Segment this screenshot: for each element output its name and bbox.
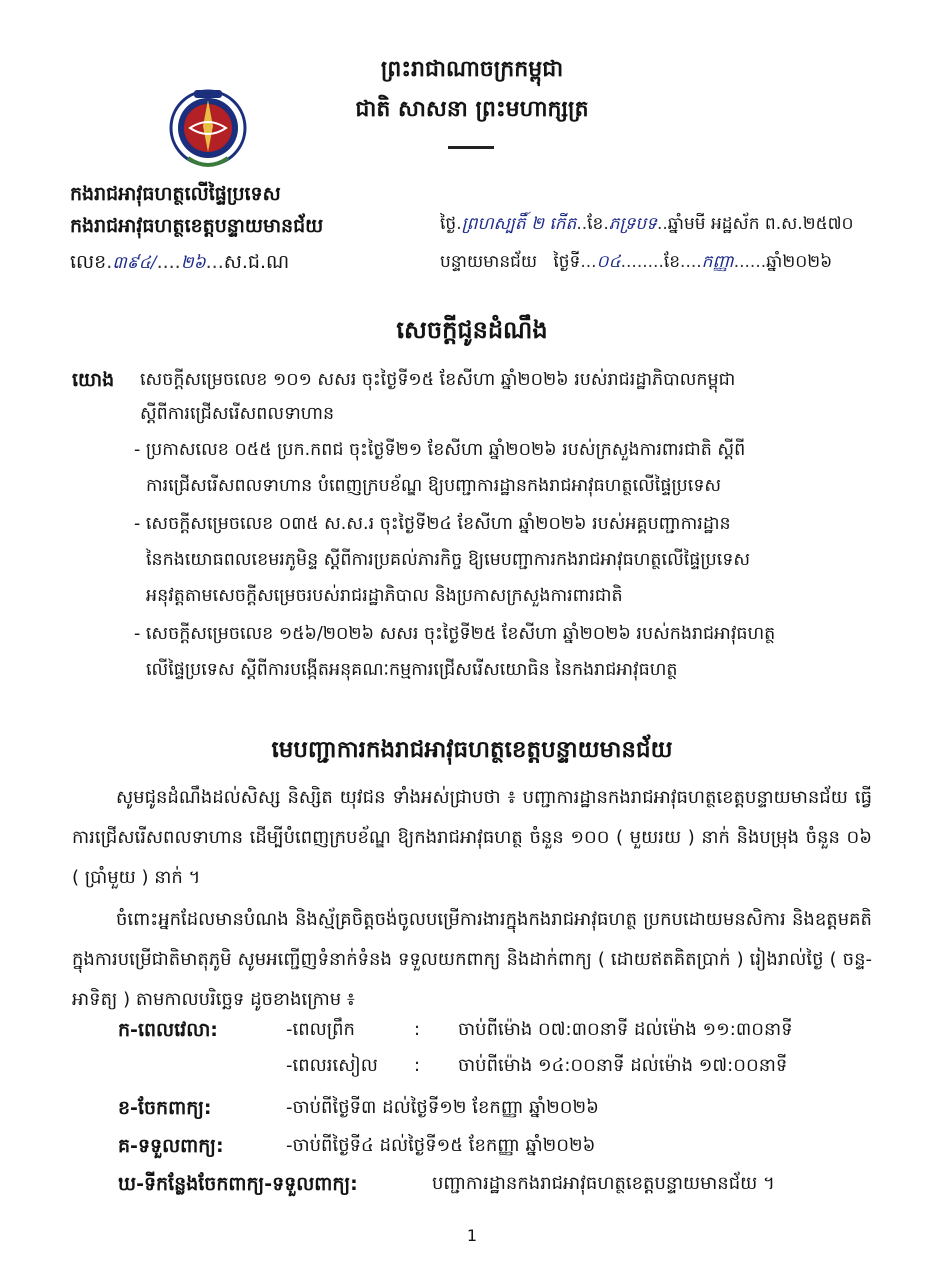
reference-item-3-line-2: នៃកងយោធពលខេមរភូមិន្ទ ស្តីពីការប្រគល់ភារកិច្ច ឱ្យមេបញ្ជាការកងរាជអាវុធហត្ថលើផ្ទៃប្រទេស bbox=[146, 550, 751, 570]
schedule-location-value: បញ្ជាការដ្ឋានកងរាជអាវុធហត្ថខេត្តបន្ទាយមានជ័យ ។ bbox=[432, 1173, 775, 1194]
reference-item-3-line-3: អនុវត្តតាមសេចក្តីសម្រេចរបស់រាជរដ្ឋាភិបាល និងប្រកាសក្រសួងការពារជាតិ bbox=[146, 586, 623, 606]
solar-day-label: ថ្ងៃទី bbox=[553, 252, 581, 272]
lunar-date-line: ថ្ងៃ.ព្រហស្បតិ៍ ២ កើត..ខែ.ភទ្របទ..ឆ្នាំមមី អដ្ឋស័ក ព.ស.២៥៧០ bbox=[440, 214, 854, 234]
header-divider bbox=[448, 146, 494, 149]
lunar-day-handwritten: ព្រហស្បតិ៍ ២ កើត bbox=[461, 214, 577, 234]
schedule-distribution-value: -ចាប់ពីថ្ងៃទី៣ ដល់ថ្ងៃទី១២ ខែកញ្ញា ឆ្នាំ២០២៦ bbox=[286, 1097, 599, 1118]
paragraph-invitation: ចំពោះអ្នកដែលមានបំណង និងស្ម័គ្រចិត្តចង់ចូលបម្រើការងារក្នុងកងរាជអាវុធហត្ថ ប្រកបដោយមនសិការ និងឧត្តមគតិ ក្នុងការបម្រើជាតិមាតុភូមិ សូមអញ្ជើញទំនាក់ទំនង ទទួលយកពាក្យ និងដាក់ពាក្យ ( ដោយឥតគិតប្រាក់ ) រៀងរាល់ថ្ងៃ ( ចន្ទ-អាទិត្យ ) តាមកាលបរិច្ឆេទ ដូចខាងក្រោម ៖ bbox=[72, 909, 872, 1010]
schedule-morning-time: ចាប់ពីម៉ោង ០៧:៣០នាទី ដល់ម៉ោង ១១:៣០នាទី bbox=[458, 1019, 793, 1040]
solar-month-handwritten: កញ្ញា bbox=[701, 252, 734, 272]
lunar-month-handwritten: ភទ្របទ bbox=[608, 214, 657, 234]
solar-place: បន្ទាយមានជ័យ bbox=[440, 252, 538, 272]
reference-item-1-line-2: ស្តីពីការជ្រើសរើសពលទាហាន bbox=[140, 404, 335, 424]
schedule-time-label: ក-ពេលវេលា: bbox=[118, 1019, 218, 1041]
kingdom-heading: ព្រះរាជាណាចក្រកម្ពុជា bbox=[380, 57, 564, 82]
lunar-month-label: ខែ bbox=[587, 214, 604, 234]
page-number: 1 bbox=[466, 1226, 478, 1245]
reference-item-3-line-1: - សេចក្តីសម្រេចលេខ ០៣៥ ស.ស.រ ចុះថ្ងៃទី២៤ ខែសីហា ឆ្នាំ២០២៦ របស់អគ្គបញ្ជាការដ្ឋាន bbox=[134, 514, 731, 534]
solar-year: ឆ្នាំ២០២៦ bbox=[766, 252, 833, 272]
ref-prefix: លេខ bbox=[70, 251, 107, 273]
schedule-morning-label: -ពេលព្រឹក bbox=[286, 1019, 355, 1040]
schedule-distribution-label: ខ-ចែកពាក្យ: bbox=[118, 1097, 212, 1119]
schedule-morning-separator: : bbox=[414, 1019, 421, 1040]
reference-item-4-line-1: - សេចក្តីសម្រេចលេខ ១៥៦/២០២៦ សសរ ចុះថ្ងៃទី២៥ ខែសីហា ឆ្នាំ២០២៦ របស់កងរាជអាវុធហត្ថ bbox=[134, 624, 776, 644]
ref-handwritten: ៣៩៤/ bbox=[112, 253, 157, 273]
lunar-suffix: ឆ្នាំមមី អដ្ឋស័ក ព.ស.២៥៧០ bbox=[667, 214, 854, 234]
motto-heading: ជាតិ សាសនា ព្រះមហាក្សត្រ bbox=[355, 97, 589, 122]
solar-date-line: បន្ទាយមានជ័យ ថ្ងៃទី...០៤........ខែ....កញ្ញា......ឆ្នាំ២០២៦ bbox=[440, 252, 833, 272]
reference-item-2-line-1: - ប្រកាសលេខ ០៥៥ ប្រក.កពជ ចុះថ្ងៃទី២១ ខែសីហា ឆ្នាំ២០២៦ របស់ក្រសួងការពារជាតិ ស្តីពី bbox=[134, 440, 746, 460]
section-title: មេបញ្ជាការកងរាជអាវុធហត្ថខេត្តបន្ទាយមានជ័យ bbox=[271, 737, 673, 763]
ref-suffix: ស.ជ.ណ bbox=[223, 251, 290, 273]
paragraph-announcement: សូមជូនដំណឹងដល់សិស្ស និស្សិត យុវជន ទាំងអស់ជ្រាបថា ៖ បញ្ជាការដ្ឋានកងរាជអាវុធហត្ថខេត្តបន្ទាយមានជ័យ ធ្វើការជ្រើសរើសពលទាហាន ដើម្បីបំពេញក្របខ័ណ្ឌ ឱ្យកងរាជអាវុធហត្ថ ចំនួន ១០០ ( មួយរយ ) នាក់ និងបម្រុង ចំនួន ០៦ ( ប្រាំមួយ ) នាក់ ។ bbox=[72, 787, 872, 888]
reference-number: លេខ.៣៩៤/....២៦...ស.ជ.ណ bbox=[70, 251, 290, 273]
issuer-line-2: កងរាជអាវុធហត្ថខេត្តបន្ទាយមានជ័យ bbox=[70, 215, 324, 237]
references-label: យោង bbox=[72, 369, 115, 391]
schedule-evening-time: ចាប់ពីម៉ោង ១៤:០០នាទី ដល់ម៉ោង ១៧:០០នាទី bbox=[458, 1055, 788, 1076]
ref-handwritten-year: ២៦ bbox=[180, 253, 206, 273]
lunar-prefix: ថ្ងៃ bbox=[440, 214, 457, 234]
gendarmerie-emblem-icon bbox=[168, 86, 248, 172]
schedule-evening-separator: : bbox=[414, 1055, 421, 1076]
schedule-location-label: ឃ-ទីកន្លែងចែកពាក្យ-ទទួលពាក្យ: bbox=[118, 1173, 358, 1195]
schedule-receipt-label: គ-ទទួលពាក្យ: bbox=[118, 1135, 224, 1157]
reference-item-1-line-1: សេចក្តីសម្រេចលេខ ១០១ សសរ ចុះថ្ងៃទី១៥ ខែសីហា ឆ្នាំ២០២៦ របស់រាជរដ្ឋាភិបាលកម្ពុជា bbox=[140, 370, 736, 390]
schedule-evening-label: -ពេលរសៀល bbox=[286, 1055, 378, 1076]
schedule-receipt-value: -ចាប់ពីថ្ងៃទី៤ ដល់ថ្ងៃទី១៥ ខែកញ្ញា ឆ្នាំ២០២៦ bbox=[286, 1135, 596, 1156]
reference-item-2-line-2: ការជ្រើសរើសពលទាហាន បំពេញក្របខ័ណ្ឌ ឱ្យបញ្ជាការដ្ឋានកងរាជអាវុធហត្ថលើផ្ទៃប្រទេស bbox=[146, 476, 722, 496]
solar-day-handwritten: ០៤ bbox=[596, 252, 621, 272]
reference-item-4-line-2: លើផ្ទៃប្រទេស ស្តីពីការបង្កើតអនុគណៈកម្មការជ្រើសរើសយោធិន នៃកងរាជអាវុធហត្ថ bbox=[146, 660, 678, 680]
solar-month-label: ខែ bbox=[663, 252, 681, 272]
issuer-line-1: កងរាជអាវុធហត្ថលើផ្ទៃប្រទេស bbox=[70, 183, 281, 205]
notice-title: សេចក្តីជូនដំណឹង bbox=[396, 316, 548, 344]
